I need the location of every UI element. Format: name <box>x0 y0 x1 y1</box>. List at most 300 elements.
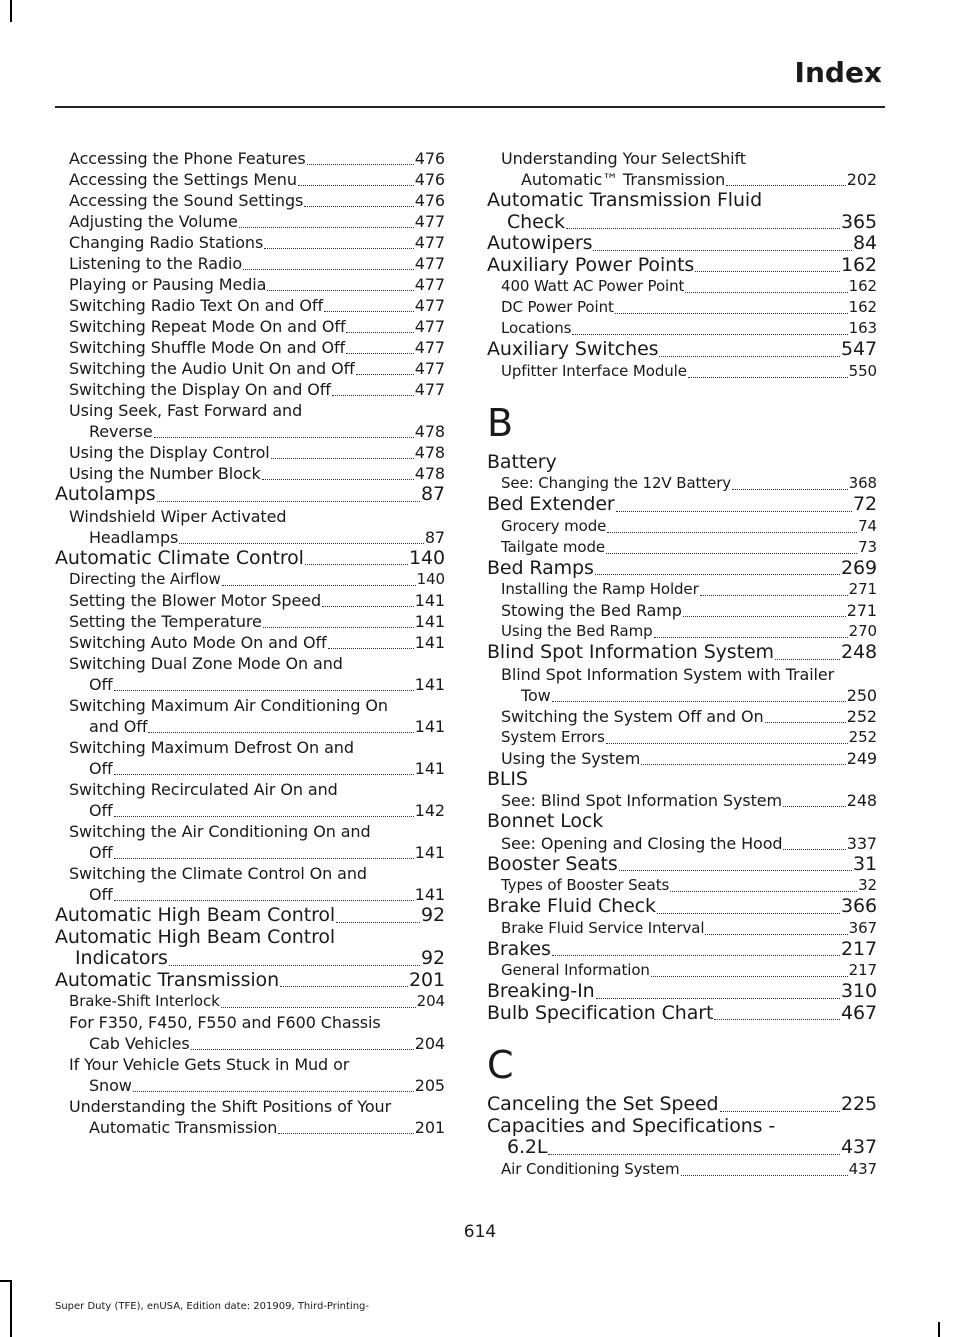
entry-text: Auxiliary Power Points <box>487 253 695 276</box>
index-entry <box>487 621 877 642</box>
dot-leader <box>572 334 847 335</box>
entry-text: Tow <box>521 685 551 705</box>
page-ref: 547 <box>841 338 877 360</box>
index-entry <box>487 494 877 516</box>
entry-text: Bonnet Lock <box>487 810 604 832</box>
page-ref: 477 <box>414 338 445 357</box>
crop-mark-bottom-right <box>938 1322 940 1337</box>
index-entry <box>55 590 445 611</box>
page-ref: 476 <box>414 191 445 210</box>
index-entry <box>55 905 445 927</box>
index-entry <box>487 833 877 854</box>
entry-row <box>69 1033 445 1054</box>
entry-row <box>69 632 445 653</box>
entry-row <box>501 516 877 537</box>
entry-row <box>69 379 445 400</box>
edition-footer: Super Duty (TFE), enUSA, Edition date: 201909, Third-Printing- <box>55 1301 370 1312</box>
entry-text: Upfitter Interface Module <box>501 361 687 380</box>
entry-row <box>69 358 445 379</box>
entry-row <box>55 548 445 570</box>
dot-leader <box>264 248 414 249</box>
entry-row <box>487 811 877 833</box>
dot-leader <box>695 271 840 272</box>
page-ref: 140 <box>416 570 445 588</box>
dot-leader <box>615 313 848 314</box>
index-entry <box>487 748 877 769</box>
index-entry <box>487 706 877 727</box>
entry-text: Accessing the Sound Settings <box>69 191 304 210</box>
entry-text: System Errors <box>501 727 605 746</box>
entry-row <box>69 1117 445 1138</box>
entry-row <box>69 590 445 611</box>
dot-leader <box>222 585 416 586</box>
entry-text: Using the Bed Ramp <box>501 622 653 640</box>
entry-text: Brake-Shift Interlock <box>69 992 220 1010</box>
entry-text: Switching Repeat Mode On and Off <box>69 317 346 336</box>
page-ref: 201 <box>414 1118 445 1137</box>
entry-row <box>501 960 877 981</box>
section-letter: C <box>487 1043 514 1087</box>
entry-row <box>69 148 445 169</box>
entry-text: Switching the System Off and On <box>501 706 764 726</box>
entry-text: Tailgate mode <box>501 537 606 556</box>
dot-leader <box>267 290 413 291</box>
page-title: Index <box>794 56 882 89</box>
entry-text: Automatic Transmission <box>89 1118 278 1137</box>
index-entry <box>487 276 877 297</box>
entry-row <box>69 884 445 905</box>
entry-row <box>487 642 877 664</box>
entry-text-line: Windshield Wiper Activated <box>69 506 287 526</box>
entry-text: Off <box>89 885 113 904</box>
index-entry <box>487 1116 877 1159</box>
dot-leader <box>651 976 848 977</box>
page-ref: 437 <box>841 1136 877 1158</box>
entry-row <box>69 190 445 211</box>
section-letter: B <box>487 400 514 445</box>
page-ref: 84 <box>853 232 877 254</box>
entry-text: BLIS <box>487 767 528 790</box>
page-ref: 31 <box>853 852 877 875</box>
entry-text: Bed Extender <box>487 493 615 515</box>
page-ref: 141 <box>414 759 445 778</box>
entry-row <box>501 579 877 600</box>
entry-text: Directing the Airflow <box>69 570 221 588</box>
dot-leader <box>278 1133 413 1134</box>
dot-leader <box>356 374 414 375</box>
crop-mark-bottom-left-h <box>0 1280 12 1282</box>
page-ref: 204 <box>416 992 445 1010</box>
entry-text: DC Power Point <box>501 298 614 316</box>
entry-text: Off <box>89 801 113 820</box>
dot-leader <box>307 164 414 165</box>
page-ref: 478 <box>414 464 445 483</box>
page-ref: 201 <box>409 968 445 991</box>
entry-row <box>487 939 877 961</box>
entry-row <box>69 295 445 316</box>
dot-leader <box>726 185 846 186</box>
page-ref: 477 <box>414 212 445 231</box>
entry-text: Locations <box>501 319 572 337</box>
index-entry <box>487 558 877 580</box>
dot-leader <box>328 648 414 649</box>
dot-leader <box>688 377 848 378</box>
index-entry <box>487 727 877 748</box>
index-entry <box>487 339 877 361</box>
page-ref: 478 <box>414 443 445 462</box>
entry-text-line: Switching the Climate Control On and <box>69 864 367 883</box>
entry-text: Off <box>89 759 113 778</box>
entry-text: Changing Radio Stations <box>69 233 264 252</box>
index-entry <box>487 148 877 190</box>
entry-row <box>69 1075 445 1096</box>
entry-row <box>69 527 445 548</box>
page-ref: 217 <box>841 937 877 960</box>
page-ref: 204 <box>414 1034 445 1053</box>
entry-row <box>487 854 877 876</box>
entry-row <box>69 611 445 632</box>
dot-leader <box>641 764 845 765</box>
page-ref: 249 <box>846 748 877 768</box>
index-entry <box>55 337 445 358</box>
dot-leader <box>148 732 413 733</box>
entry-text: Automatic Climate Control <box>55 546 304 569</box>
dot-leader <box>685 292 847 293</box>
entry-text-line: Automatic High Beam Control <box>55 925 336 948</box>
page-ref: 365 <box>841 210 877 233</box>
page-ref: 141 <box>414 885 445 904</box>
page-ref: 477 <box>414 317 445 336</box>
entry-text: Breaking-In <box>487 980 595 1002</box>
entry-text: Automatic™ Transmission <box>521 170 726 189</box>
entry-row <box>55 905 445 927</box>
index-entry <box>487 297 877 318</box>
page-ref: 476 <box>414 149 445 168</box>
dot-leader <box>322 606 414 607</box>
entry-row <box>501 875 877 896</box>
entry-text: Stowing the Bed Ramp <box>501 601 682 620</box>
entry-text: Switching Radio Text On and Off <box>69 296 323 315</box>
page-ref: 477 <box>414 275 445 294</box>
dot-leader <box>346 332 413 333</box>
entry-row <box>69 569 445 590</box>
index-entry <box>55 737 445 779</box>
page-ref: 269 <box>841 556 877 579</box>
entry-row <box>501 276 877 297</box>
entry-text: 6.2L <box>507 1136 548 1158</box>
index-entry <box>487 190 877 233</box>
entry-text-line: Using Seek, Fast Forward and <box>69 401 303 420</box>
dot-leader <box>114 774 414 775</box>
index-entry <box>487 811 877 833</box>
entry-text-line: Switching Maximum Defrost On and <box>69 738 354 757</box>
index-entry <box>55 358 445 379</box>
page-ref: 141 <box>414 675 445 694</box>
entry-row <box>487 558 877 580</box>
page-ref: 141 <box>414 717 445 736</box>
entry-text: Bed Ramps <box>487 556 594 579</box>
index-entry <box>55 484 445 506</box>
dot-leader <box>169 965 420 966</box>
entry-text: 400 Watt AC Power Point <box>501 277 685 295</box>
index-entry <box>55 569 445 590</box>
entry-row <box>69 716 445 737</box>
page-ref: 248 <box>846 791 877 810</box>
page-ref: 477 <box>414 380 445 399</box>
page-ref: 467 <box>841 1001 877 1024</box>
dot-leader <box>606 743 848 744</box>
index-entry <box>487 1159 877 1180</box>
entry-text: and Off <box>89 717 148 736</box>
page-ref: 310 <box>841 980 877 1002</box>
page-ref: 477 <box>414 296 445 315</box>
entry-text: Auxiliary Switches <box>487 338 659 360</box>
entry-row <box>501 727 877 748</box>
crop-mark-bottom-left <box>10 1280 12 1337</box>
page-ref: 141 <box>414 843 445 862</box>
index-entry <box>487 600 877 621</box>
entry-text: Automatic Transmission <box>55 968 280 991</box>
dot-leader <box>596 998 840 999</box>
entry-row <box>69 232 445 253</box>
index-entry <box>55 1096 445 1138</box>
index-entry <box>487 981 877 1003</box>
entry-row <box>487 233 877 255</box>
entry-row <box>69 337 445 358</box>
index-entry <box>487 233 877 255</box>
page-ref: 271 <box>848 580 877 598</box>
entry-row <box>69 253 445 274</box>
entry-text: General Information <box>501 961 650 979</box>
page-ref: 92 <box>421 947 445 969</box>
entry-row <box>69 758 445 779</box>
entry-text-line: Switching Maximum Air Conditioning On <box>69 696 388 715</box>
page-ref: 252 <box>846 706 877 726</box>
index-entry <box>487 516 877 537</box>
dot-leader <box>659 356 840 357</box>
dot-leader <box>157 501 420 502</box>
page-ref: 337 <box>846 833 877 853</box>
entry-text: Using the System <box>501 748 641 768</box>
entry-text: Brake Fluid Check <box>487 895 656 917</box>
page-number: 614 <box>463 1222 497 1242</box>
index-entry <box>487 579 877 600</box>
dot-leader <box>114 816 414 817</box>
page-ref: 476 <box>414 170 445 189</box>
index-entry <box>55 506 445 548</box>
index-entry <box>55 991 445 1012</box>
dot-leader <box>114 690 414 691</box>
page-ref: 248 <box>841 641 877 663</box>
entry-text: Autowipers <box>487 232 593 254</box>
dot-leader <box>298 185 414 186</box>
entry-text-line: Blind Spot Information System with Trailer <box>501 664 835 684</box>
page-ref: 250 <box>846 685 877 705</box>
index-entry <box>55 295 445 316</box>
entry-row <box>487 494 877 516</box>
entry-text: Playing or Pausing Media <box>69 275 267 294</box>
index-entry <box>55 695 445 737</box>
entry-text: Air Conditioning System <box>501 1159 680 1178</box>
entry-row <box>55 970 445 992</box>
entry-row <box>55 948 445 970</box>
entry-text: Brakes <box>487 937 551 960</box>
page-ref: 478 <box>414 422 445 441</box>
index-entry <box>487 361 877 382</box>
entry-text: Types of Booster Seats <box>501 876 670 894</box>
entry-row <box>501 297 877 318</box>
index-entry <box>55 148 445 169</box>
entry-row <box>501 833 877 854</box>
dot-leader <box>683 616 846 617</box>
entry-row <box>501 169 877 190</box>
page-ref: 367 <box>848 918 877 937</box>
index-entry <box>487 875 877 896</box>
entry-text: Headlamps <box>89 527 179 547</box>
entry-text-line: Automatic Transmission Fluid <box>487 189 763 211</box>
index-entry <box>55 632 445 653</box>
page-ref: 162 <box>848 298 877 316</box>
dot-leader <box>304 206 414 207</box>
dot-leader <box>263 627 414 628</box>
dot-leader <box>346 353 414 354</box>
page-ref: 437 <box>848 1159 877 1178</box>
dot-leader <box>732 489 848 490</box>
page-ref: 142 <box>414 801 445 820</box>
entry-text-line: Capacities and Specifications - <box>487 1114 776 1137</box>
entry-row <box>69 316 445 337</box>
entry-row <box>501 318 877 339</box>
entry-text: Cab Vehicles <box>89 1034 190 1053</box>
page-ref: 271 <box>846 601 877 620</box>
dot-leader <box>720 1111 841 1112</box>
entry-row <box>487 769 877 791</box>
entry-text: Snow <box>89 1076 132 1095</box>
page-ref: 162 <box>841 253 877 276</box>
dot-leader <box>552 955 840 956</box>
entry-row <box>487 255 877 277</box>
entry-text-line: Understanding Your SelectShift <box>501 149 746 168</box>
index-entry <box>487 960 877 981</box>
page-ref: 87 <box>424 527 445 547</box>
entry-row <box>69 274 445 295</box>
entry-text: Autolamps <box>55 483 156 505</box>
index-entry <box>487 1094 877 1116</box>
entry-row <box>69 442 445 463</box>
dot-leader <box>133 1091 414 1092</box>
index-entry <box>55 274 445 295</box>
page-ref: 73 <box>858 537 877 556</box>
entry-text: See: Blind Spot Information System <box>501 791 782 810</box>
page-ref: 32 <box>858 876 877 894</box>
entry-text: Grocery mode <box>501 516 607 535</box>
index-entry <box>487 769 877 791</box>
dot-leader <box>783 806 846 807</box>
page-ref: 368 <box>848 474 877 492</box>
index-entry <box>487 664 877 706</box>
index-entry <box>55 970 445 992</box>
index-entry <box>487 642 877 664</box>
page-ref: 140 <box>409 546 445 569</box>
page-ref: 141 <box>414 591 445 610</box>
index-entry <box>55 821 445 863</box>
entry-row <box>55 484 445 506</box>
dot-leader <box>305 564 408 565</box>
index-entry <box>55 169 445 190</box>
index-entry <box>487 854 877 876</box>
page-ref: 92 <box>421 904 445 926</box>
entry-row <box>69 169 445 190</box>
header-divider <box>55 106 885 108</box>
dot-leader <box>657 913 840 914</box>
entry-text: Blind Spot Information System <box>487 641 774 663</box>
entry-row <box>69 463 445 484</box>
dot-leader <box>765 722 846 723</box>
dot-leader <box>700 595 848 596</box>
crop-mark-top-left <box>10 0 12 22</box>
page-ref: 477 <box>414 233 445 252</box>
dot-leader <box>239 227 414 228</box>
index-entry <box>55 863 445 905</box>
entry-row <box>69 991 445 1012</box>
dot-leader <box>714 1019 840 1020</box>
dot-leader <box>114 858 414 859</box>
dot-leader <box>607 532 857 533</box>
index-entry <box>55 653 445 695</box>
page-ref: 550 <box>848 361 877 380</box>
dot-leader <box>552 701 846 702</box>
entry-text: Off <box>89 675 113 694</box>
page-ref: 477 <box>414 254 445 273</box>
dot-leader <box>243 269 414 270</box>
index-entry <box>55 211 445 232</box>
index-entry <box>55 400 445 442</box>
entry-text: Switching the Audio Unit On and Off <box>69 359 355 378</box>
entry-row <box>487 981 877 1003</box>
entry-row <box>501 790 877 811</box>
index-entry <box>487 790 877 811</box>
entry-text-line: Switching Dual Zone Mode On and <box>69 654 343 673</box>
index-entry <box>487 473 877 494</box>
dot-leader <box>595 574 840 575</box>
entry-text: Battery <box>487 450 557 473</box>
entry-text: Switching Auto Mode On and Off <box>69 633 327 652</box>
index-column-left <box>55 148 445 1138</box>
index-entry <box>55 463 445 484</box>
dot-leader <box>191 1049 414 1050</box>
entry-row <box>501 706 877 727</box>
entry-row <box>501 621 877 642</box>
entry-row <box>487 1137 877 1159</box>
entry-row <box>487 339 877 361</box>
entry-text: Accessing the Phone Features <box>69 149 306 168</box>
dot-leader <box>593 250 852 251</box>
page-ref: 205 <box>414 1076 445 1095</box>
entry-row <box>487 452 877 474</box>
index-entry <box>487 1003 877 1025</box>
index-entry <box>487 318 877 339</box>
entry-text-line: Switching Recirculated Air On and <box>69 780 338 799</box>
index-entry <box>55 611 445 632</box>
entry-text: Using the Display Control <box>69 443 270 462</box>
dot-leader <box>179 543 424 544</box>
entry-row <box>501 748 877 769</box>
dot-leader <box>114 900 414 901</box>
index-entry <box>487 452 877 474</box>
entry-row <box>69 800 445 821</box>
dot-leader <box>654 637 848 638</box>
index-entry <box>55 1012 445 1054</box>
